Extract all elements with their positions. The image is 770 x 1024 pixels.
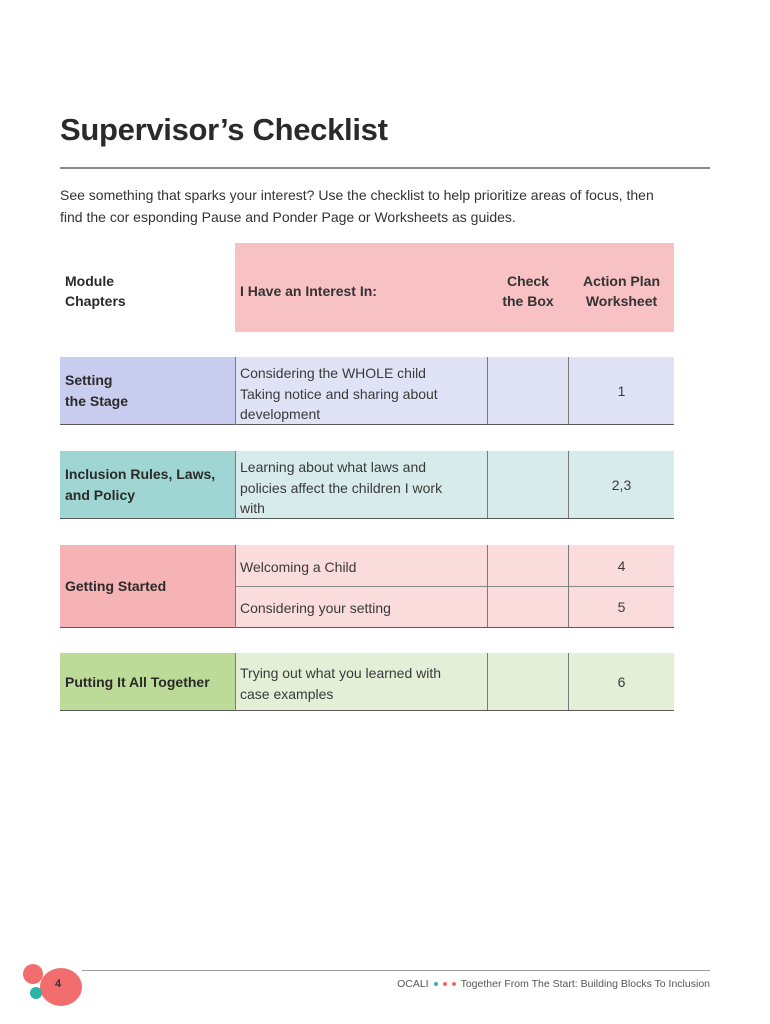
- header-check-line2: the Box: [502, 293, 554, 309]
- title-divider: [60, 167, 710, 169]
- intro-line-1: See something that sparks your interest? Use the checklist to help prioritize areas of focus, then: [60, 187, 654, 203]
- worksheet-number: 1: [617, 383, 626, 399]
- teal-dot-icon: [30, 987, 42, 999]
- interest-line: Taking notice and sharing about: [240, 385, 438, 402]
- section-bottom-rule: [60, 424, 674, 425]
- interest-line: Welcoming a Child: [240, 559, 357, 575]
- column-divider: [235, 451, 236, 519]
- interest-cell: [235, 586, 487, 628]
- interest-line: case examples: [240, 685, 334, 702]
- teal-bullet-icon: [434, 982, 438, 986]
- chapter-putting-it-all-together: [60, 653, 235, 711]
- check-box-cell[interactable]: [487, 545, 569, 586]
- section-bottom-rule: [60, 627, 674, 628]
- interest-cell: [235, 545, 487, 586]
- chapter-inclusion-rules: [60, 451, 235, 519]
- chapter-label-line1: Getting Started: [65, 578, 167, 594]
- interest-cell: [235, 357, 487, 425]
- column-divider: [235, 357, 236, 425]
- interest-line: Considering the WHOLE child: [240, 365, 426, 381]
- table-row: [235, 653, 674, 711]
- interest-line: Learning about what laws and: [240, 459, 427, 475]
- header-chapters-line2: Chapters: [65, 293, 126, 309]
- interest-cell: [235, 451, 487, 519]
- check-box-cell[interactable]: [487, 653, 569, 711]
- section-bottom-rule: [60, 710, 674, 711]
- chapter-getting-started: [60, 545, 235, 628]
- table-row: [235, 586, 674, 628]
- header-interest: I Have an Interest In:: [240, 283, 377, 299]
- section-setting-the-stage: [60, 357, 674, 425]
- interest-line: policies affect the children I work: [240, 479, 443, 496]
- footer-text: [397, 978, 710, 990]
- intro-line-2: find the cor esponding Pause and Ponder Page or Worksheets as guides.: [60, 209, 516, 225]
- interest-line: development: [240, 406, 321, 422]
- intro-text: [60, 184, 710, 228]
- red-bullet-icon: [452, 982, 456, 986]
- header-check-line1: Check: [506, 273, 550, 289]
- section-putting-it-all-together: [60, 653, 674, 711]
- table-row: [235, 357, 674, 425]
- column-divider: [235, 653, 236, 711]
- check-box-cell[interactable]: [487, 357, 569, 425]
- chapter-label-line1: Putting It All Together: [65, 673, 210, 690]
- check-box-cell[interactable]: [487, 451, 569, 519]
- chapter-label-line2: the Stage: [65, 393, 129, 409]
- interest-line: Considering your setting: [240, 600, 391, 616]
- header-worksheet-line2: Worksheet: [585, 293, 658, 309]
- chapter-label-line1: Inclusion Rules, Laws,: [65, 466, 216, 482]
- table-row: [235, 545, 674, 586]
- worksheet-number: 4: [617, 557, 626, 574]
- chapter-label-line1: Setting: [65, 372, 113, 388]
- page-number: 4: [55, 978, 62, 990]
- section-inclusion-rules: [60, 451, 674, 519]
- worksheet-number: 2,3: [611, 477, 632, 493]
- header-chapters-line1: Module: [65, 273, 114, 289]
- header-pink-band: [235, 243, 674, 332]
- header-worksheet-line1: Action Plan: [582, 273, 660, 289]
- red-bullet-icon: [443, 982, 447, 986]
- header-worksheet: [569, 271, 674, 311]
- column-divider: [235, 545, 236, 628]
- chapter-setting-the-stage: [60, 357, 235, 425]
- footer-divider: [82, 970, 710, 971]
- section-getting-started: [60, 545, 674, 628]
- footer-tagline: Together From The Start: Building Blocks To Inclusion: [460, 978, 710, 990]
- header-chapters: [65, 271, 126, 311]
- section-bottom-rule: [60, 518, 674, 519]
- footer-org: OCALI: [397, 978, 429, 990]
- interest-line: with: [240, 500, 265, 516]
- interest-cell: [235, 653, 487, 711]
- interest-line: Trying out what you learned with: [240, 665, 442, 681]
- header-check: [487, 271, 569, 311]
- chapter-label-line2: and Policy: [65, 487, 136, 503]
- page-title: Supervisor’s Checklist: [60, 112, 388, 147]
- worksheet-number: 6: [617, 674, 626, 690]
- check-box-cell[interactable]: [487, 586, 569, 628]
- table-row: [235, 451, 674, 519]
- worksheet-number: 5: [617, 599, 626, 615]
